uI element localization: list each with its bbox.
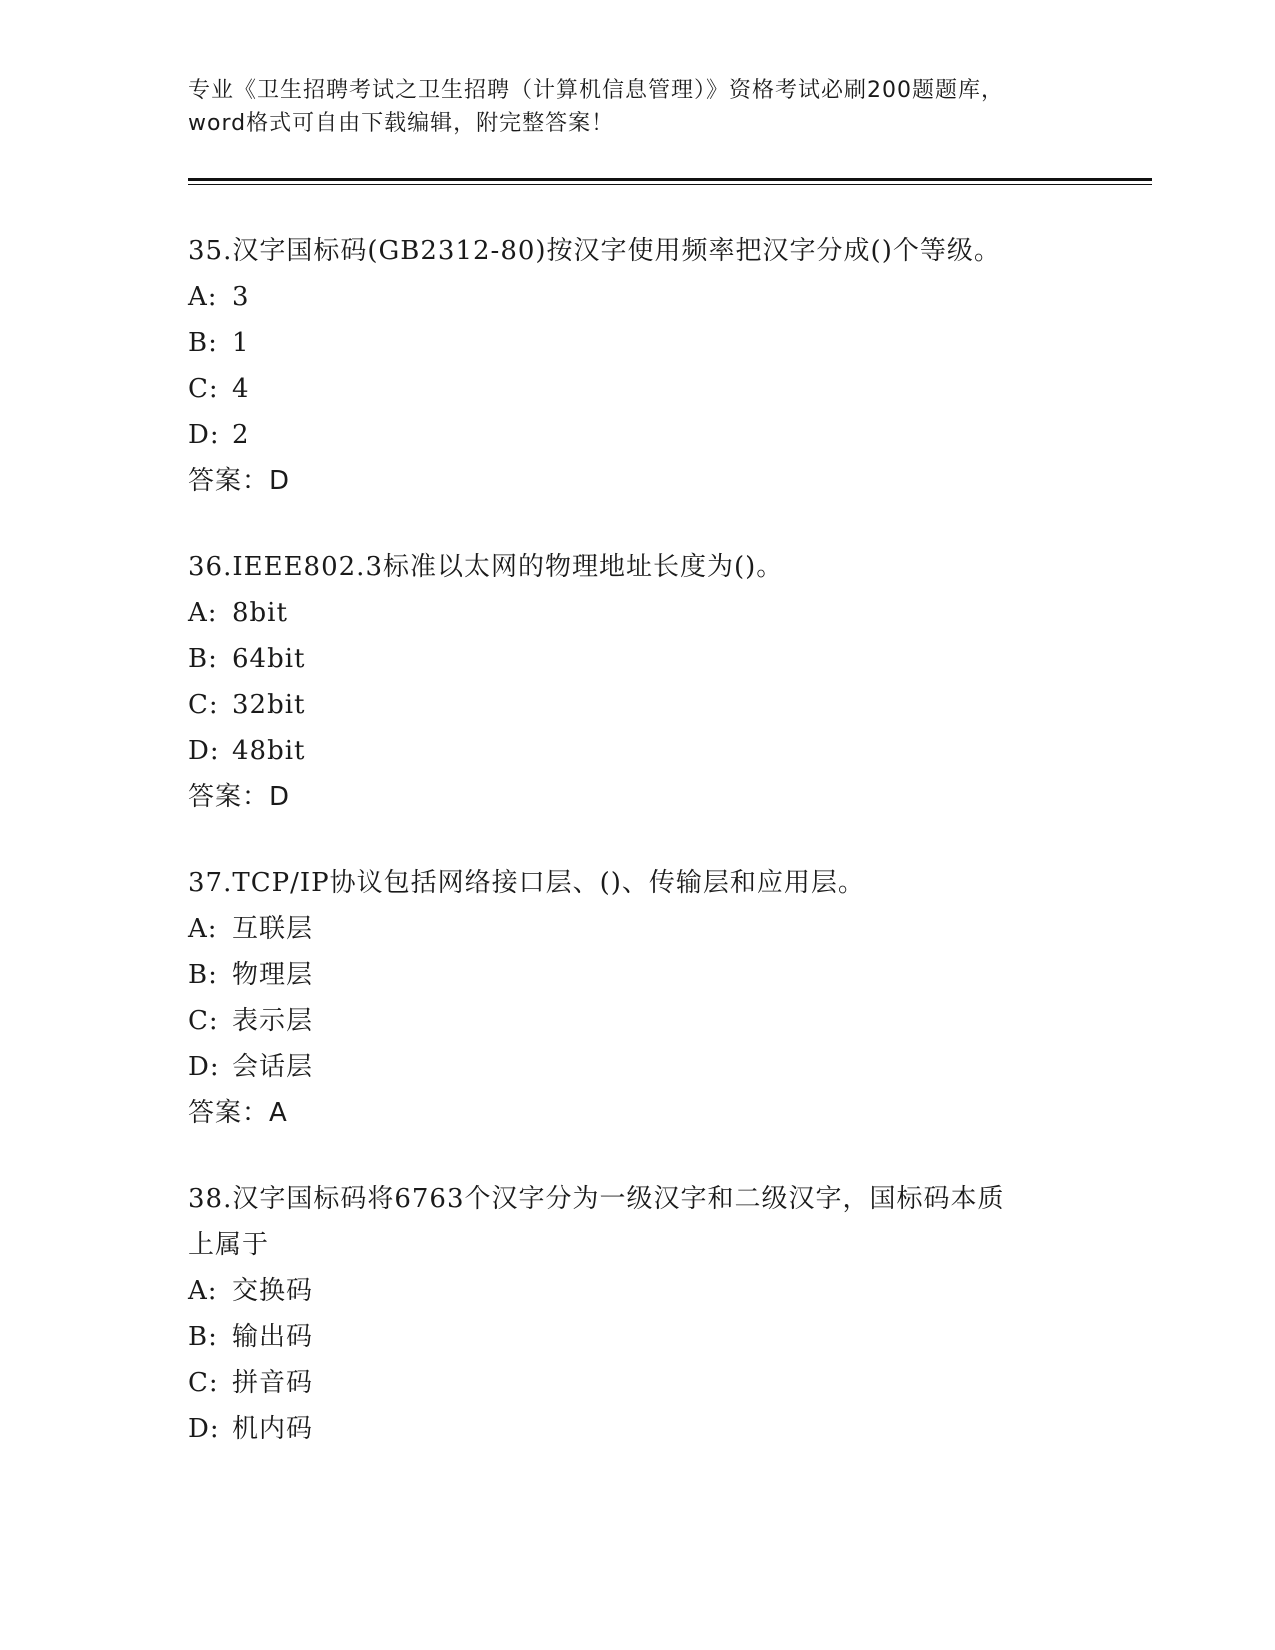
option-key: D: [188,420,220,450]
question-stem-line-2: 上属于 [188,1230,270,1260]
option-a [188,274,1088,320]
option-key: B: [188,644,218,674]
question-stem: 36.IEEE802.3标准以太网的物理地址长度为()。 [188,552,784,582]
question-35 [188,228,1088,504]
option-key: C: [188,1006,219,1036]
option-text: 32bit [232,690,306,720]
option-b [188,1314,1088,1360]
option-key: D: [188,1414,220,1444]
answer-line: 答案：D [188,782,291,812]
option-text: 8bit [232,598,288,628]
option-text: 互联层 [232,914,314,944]
option-d [188,1406,1088,1452]
option-c [188,998,1088,1044]
option-key: A: [188,598,218,628]
option-text: 交换码 [232,1276,314,1306]
option-b [188,320,1088,366]
option-b [188,636,1088,682]
option-text: 物理层 [232,960,314,990]
option-text: 2 [232,420,250,450]
option-text: 64bit [232,644,306,674]
header-divider-thick [188,178,1152,181]
question-38 [188,1176,1088,1452]
answer-line: 答案：A [188,1098,288,1128]
option-key: C: [188,690,219,720]
option-c [188,366,1088,412]
option-text: 拼音码 [232,1368,314,1398]
option-d [188,412,1088,458]
option-a [188,906,1088,952]
option-text: 4 [232,374,250,404]
option-key: B: [188,1322,218,1352]
option-key: C: [188,1368,219,1398]
option-text: 表示层 [232,1006,314,1036]
header-line-2: word格式可自由下载编辑，附完整答案！ [188,111,615,136]
option-key: C: [188,374,219,404]
option-key: B: [188,960,218,990]
option-key: A: [188,1276,218,1306]
option-b [188,952,1088,998]
option-key: B: [188,328,218,358]
question-stem: 35.汉字国标码(GB2312-80)按汉字使用频率把汉字分成()个等级。 [188,236,1001,266]
option-text: 输出码 [232,1322,314,1352]
option-text: 会话层 [232,1052,314,1082]
option-c [188,682,1088,728]
question-36 [188,544,1088,820]
option-c [188,1360,1088,1406]
option-text: 1 [232,328,250,358]
question-stem-line-1: 38.汉字国标码将6763个汉字分为一级汉字和二级汉字，国标码本质 [188,1184,1005,1214]
option-key: A: [188,914,218,944]
option-a [188,590,1088,636]
option-d [188,728,1088,774]
option-a [188,1268,1088,1314]
question-stem: 37.TCP/IP协议包括网络接口层、()、传输层和应用层。 [188,868,865,898]
header-divider-thin [188,184,1152,185]
question-37 [188,860,1088,1136]
option-text: 机内码 [232,1414,314,1444]
option-text: 48bit [232,736,306,766]
option-key: D: [188,736,220,766]
option-key: D: [188,1052,220,1082]
option-text: 3 [232,282,250,312]
header-line-1: 专业《卫生招聘考试之卫生招聘（计算机信息管理）》资格考试必刷200题题库， [188,78,1004,103]
option-d [188,1044,1088,1090]
answer-line: 答案：D [188,466,291,496]
document-header [188,74,1088,140]
option-key: A: [188,282,218,312]
